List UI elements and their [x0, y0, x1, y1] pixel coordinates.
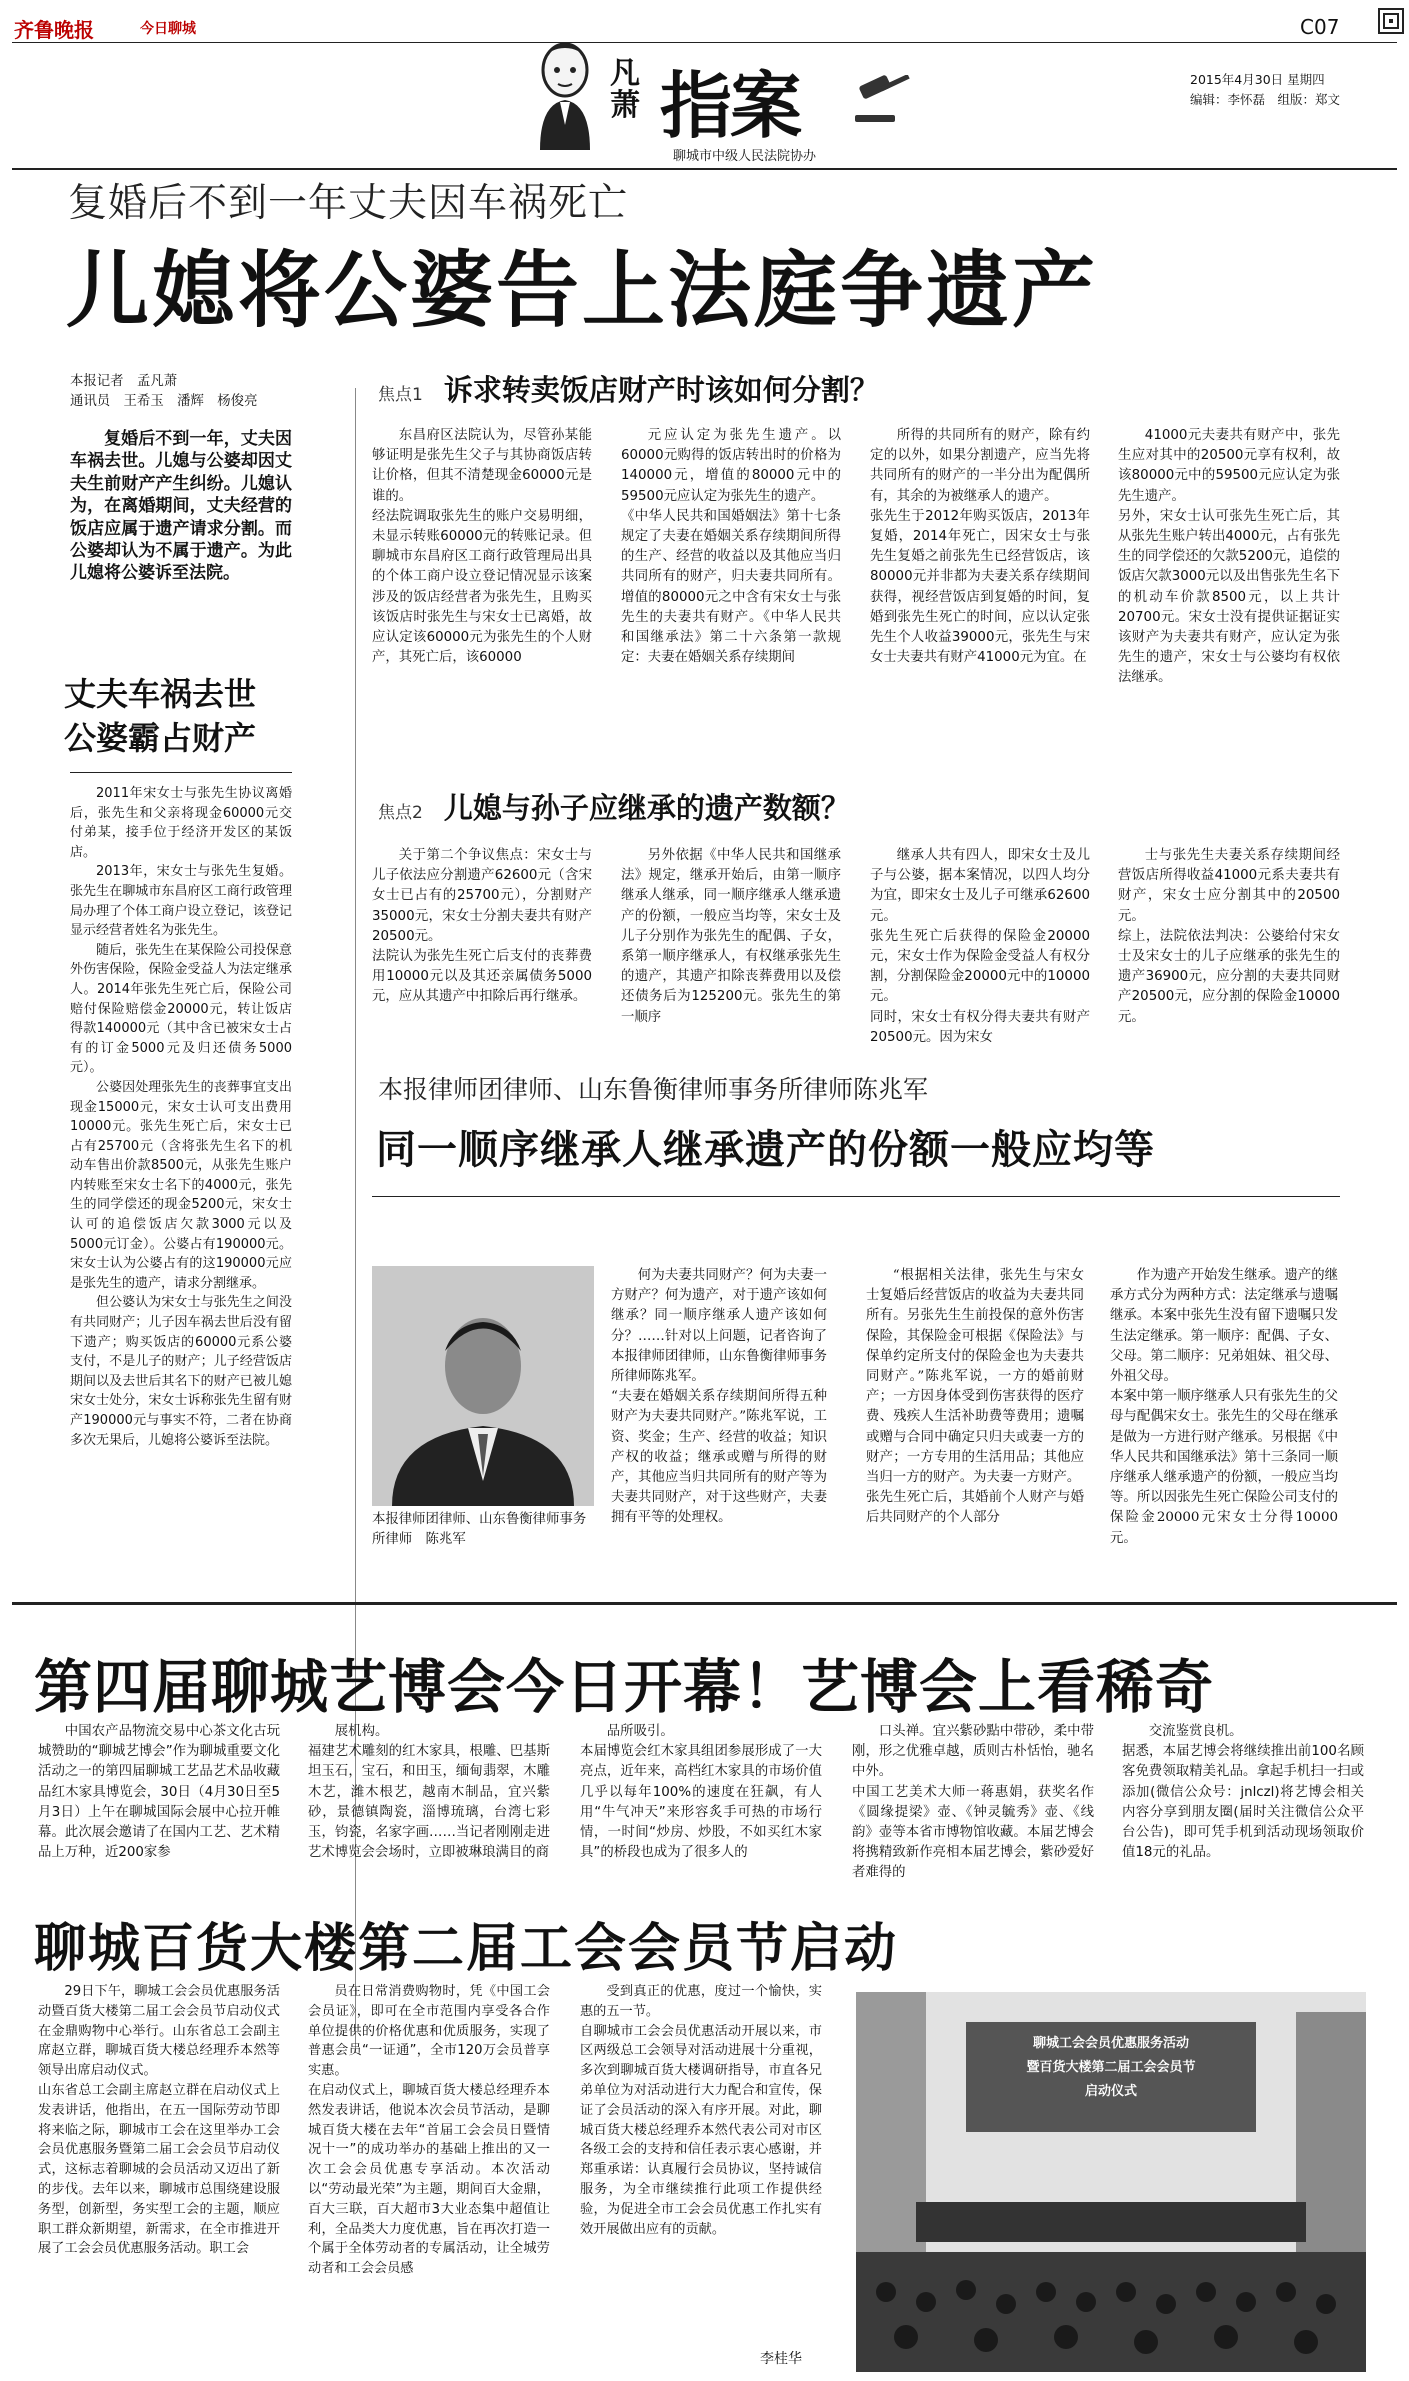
story3-author: 李桂华 — [760, 2351, 802, 2367]
header-rule-top — [12, 42, 1397, 43]
lawyer-title: 同一顺序继承人继承遗产的份额一般应均等 — [376, 1127, 1155, 1173]
story1-kicker: 复婚后不到一年丈夫因车祸死亡 — [68, 181, 629, 226]
story1-lead: 复婚后不到一年，丈夫因车祸去世。儿媳与公婆却因丈夫生前财产产生纠纷。儿媳认为，在离婚期间，丈夫经营的饭店应属于遗产请求分割。而公婆却认为不属于遗产。为此儿媳将公婆诉至法院。 — [70, 429, 292, 584]
focus2-label: 焦点2 — [378, 803, 423, 823]
story2-col-4: 口头禅。宜兴紫砂點中带砂，柔中带刚，形之优雅卓越，质则古朴恬怡，驰名中外。 中国工艺美术大师一蒋惠娟，获奖名作《圆缘提梁》壶、《钟灵毓秀》壶、《线韵》壶等本省市博物馆收藏。本届艺博会将携精致新作亮相本届艺博会，紫砂爱好者难得的 — [852, 1724, 1094, 1881]
focus1-heading — [378, 368, 879, 409]
story1-left-column: 2011年宋女士与张先生协议离婚后，张先生和父亲将现金60000元交付弟某，接手位于经济开发区的某饭店。 2013年，宋女士与张先生复婚。张先生在聊城市东昌府区工商行政管理局办理了个体工商户设立登记，该登记显示经营者姓名为张先生。 随后，张先生在某保险公司投保意外伤害保险，保险金受益人为法定继承人。2014年张先生死亡后，保险公司赔付保险赔偿金20000元，转让饭店得款140000元（其中含已被宋女士占有的订金5000元及归还债务5000元）。 公婆因处理张先生的丧葬事宜支出现金15000元，宋女士认可支出费用10000元。张先生死亡后，宋女士已占有25700元（含将张先生名下的机动车售出价款8500元，从张先生账户内转账至宋女士名下的4000元，张先生的同学偿还的现金5200元，宋女士认可的追偿饭店欠款3000元以及5000元订金）。公婆占有190000元。宋女士认为公婆占有的这190000元应是张先生的遗产，请求分割继承。 但公婆认为宋女士与张先生之间没有共同财产；儿子因车祸去世后没有留下遗产；购买饭店的60000元系公婆支付，不是儿子的财产；儿子经营饭店期间以及去世后其名下的财产已被儿媳宋女士处分，宋女士诉称张先生留有财产190000元与事实不符，二者在协商多次无果后，儿媳将公婆诉至法院。 — [70, 786, 292, 1448]
lawyer-photo-caption: 本报律师团律师、山东鲁衡律师事务所律师 陈兆军 — [372, 1512, 587, 1547]
focus2-col-3: 继承人共有四人，即宋女士及儿子与公婆，据本案情况，以四人均分为宜，即宋女士及儿子可继承62600元。 张先生死亡后获得的保险金20000元，宋女士作为保险金受益人有权分割，分割保险金20000元中的10000元。 同时，宋女士有权分得夫妻共有财产20500元。因为宋女 — [870, 848, 1090, 1045]
story3-col-1: 29日下午，聊城工会会员优惠服务活动暨百货大楼第二届工会会员节启动仪式在金鼎购物中心举行。山东省总工会副主席赵立群，聊城百货大楼总经理乔本然等领导出席启动仪式。 山东省总工会副主席赵立群在启动仪式上发表讲话，他指出，在五一国际劳动节即将来临之际，聊城市工会在这里举办工会会员优惠服务暨第二届工会会员节启动仪式，这标志着聊城的会员活动又迈出了新的步伐。去年以来，聊城市总围绕建设服务型，创新型，务实型工会的主题，顺应职工群众新期望，新需求，在全市推进开展了工会会员优惠服务活动。职工会 — [38, 1984, 280, 2257]
story2-col-1: 中国农产品物流交易中心茶文化古玩城赞助的“聊城艺博会”作为聊城重要文化活动之一的第四届聊城工艺品艺术品收藏品红木家具博览会，30日（4月30日至5月3日）上午在聊城国际会展中心拉开帷幕。此次展会邀请了在国内工艺、艺术精品上万种，近200家参 — [38, 1724, 280, 1861]
focus1-col-3: 所得的共同所有的财产，除有约定的以外，如果分割遗产，应当先将共同所有的财产的一半分出为配偶所有，其余的为被继承人的遗产。 张先生于2012年购买饭店，2013年复婚，2014年死亡，因宋女士与张先生复婚之前张先生已经营饭店，该80000元并非都为夫妻关系存续期间获得，视经营饭店到复婚的时间，复婚到张先生死亡的时间，应以认定张先生个人收益39000元，张先生与宋女士夫妻共有财产41000元为宜。在 — [870, 428, 1090, 666]
issue-date: 2015年4月30日 星期四 编辑：李怀磊 组版：郑文 — [1190, 72, 1341, 107]
focus2-col-4: 士与张先生夫妻关系存续期间经营饭店所得收益41000元系夫妻共有财产，宋女士应分割其中的20500元。 综上，法院依法判决：公婆给付宋女士及宋女士的儿子应继承的张先生的遗产36900元，应分割的夫妻共同财产20500元，应分割的保险金10000元。 — [1118, 848, 1340, 1025]
story1-headline: 儿媳将公婆告上法庭争遗产 — [66, 242, 1098, 339]
edition-name: 今日聊城 — [140, 21, 196, 37]
column-sponsor: 聊城市中级人民法院协办 — [673, 149, 817, 164]
maze-icon — [1378, 8, 1404, 34]
focus1-col-2: 元应认定为张先生遗产。以60000元购得的饭店转出时的价格为140000元，增值的80000元中的59500元应认定为张先生的遗产。 《中华人民共和国婚姻法》第十七条规定了夫妻在婚姻关系存续期间所得的生产、经营的收益以及其他应当归共同所有的财产，归夫妻共同所有。增值的80000元之中含有宋女士与张先生的夫妻共有财产。《中华人民共和国继承法》第二十六条第一款规定：夫妻在婚姻关系存续期间 — [621, 428, 841, 666]
focus2-col-2: 另外依据《中华人民共和国继承法》规定，继承开始后，由第一顺序继承人继承，同一顺序继承人继承遗产的份额，一般应当均等，宋女士及儿子分别作为张先生的配偶、子女，系第一顺序继承人，有权继承张先生的遗产，其遗产扣除丧葬费用以及偿还债务后为125200元。张先生的第一顺序 — [621, 848, 841, 1025]
story2-col-3: 品所吸引。 本届博览会红木家具组团参展形成了一大亮点，近年来，高档红木家具的市场价值几乎以每年100%的速度在狂飙，有人用“牛气冲天”来形容炙手可热的市场行情，一时间“炒房、炒股，不如买红木家具”的桥段也成为了很多人的 — [580, 1724, 822, 1861]
column-name: 指案 — [660, 63, 801, 148]
focus2-title: 儿媳与孙子应继承的遗产数额？ — [443, 791, 850, 825]
focus1-col-4: 41000元夫妻共有财产中，张先生应对其中的20500元享有权利，故该80000元中的59500元应认定为张先生遗产。 另外，宋女士认可张先生死亡后，其从张先生账户转出4000元，占有张先生的同学偿还的欠款5200元，追偿的饭店欠款3000元以及出售张先生名下的机动车价款8500元，以上共计20700元。宋女士没有提供证据证实该财产为夫妻共有财产，应认定为张先生的遗产，宋女士与公婆均有权依法继承。 — [1118, 428, 1340, 686]
focus1-label: 焦点1 — [378, 385, 423, 405]
gavel-icon — [850, 75, 920, 125]
lawyer-col-3: 作为遗产开始发生继承。遗产的继承方式分为两种方式：法定继承与遗嘱继承。本案中张先生没有留下遗嘱只发生法定继承。第一顺序：配偶、子女、父母。第二顺序：兄弟姐妹、祖父母、外祖父母。 本案中第一顺序继承人只有张先生的父母与配偶宋女士。张先生的父母在继承是做为一方进行财产继承。另根据《中华人民共和国继承法》第十三条同一顺序继承人继承遗产的份额，一般应当均等。所以因张先生死亡保险公司支付的保险金20000元宋女士分得10000元。 — [1110, 1268, 1338, 1546]
newspaper-logo: 齐鲁晚报 — [14, 18, 94, 42]
focus1-title: 诉求转卖饭店财产时该如何分割？ — [443, 373, 879, 407]
story2-headline: 第四届聊城艺博会今日开幕！艺博会上看稀奇 — [34, 1653, 1215, 1721]
page-number: C07 — [1300, 15, 1340, 39]
story2-col-5: 交流鉴赏良机。 据悉，本届艺博会将继续推出前100名顾客免费领取精美礼品。拿起手机扫一扫或添加(微信公众号：jnlczl)将艺博会相关内容分享到朋友圈(届时关注微信公众平台公告)，即可凭手机到活动现场领取价值18元的礼品。 — [1122, 1724, 1364, 1861]
story2-rule-top — [12, 1602, 1397, 1605]
event-photo — [856, 1992, 1366, 2372]
focus1-col-1: 东昌府区法院认为，尽管孙某能够证明是张先生父子与其协商饭店转让价格，但其不清楚现金60000元是谁的。 经法院调取张先生的账户交易明细，未显示转账60000元的转账记录。但聊城市东昌府区工商行政管理局出具的个体工商户设立登记情况显示该案涉及的饭店经营者为张先生，且购买该饭店时张先生与宋女士已离婚，故应认定该60000元为张先生的个人财产，其死亡后，该60000 — [372, 428, 592, 666]
lawyer-intro: 本报律师团律师、山东鲁衡律师事务所律师陈兆军 — [378, 1075, 929, 1104]
cartoon-avatar-icon — [530, 30, 600, 150]
focus2-col-1: 关于第二个争议焦点：宋女士与儿子依法应分割遗产62600元（含宋女士已占有的25700元），分割财产35000元，宋女士分割夫妻共有财产20500元。 法院认为张先生死亡后支付的丧葬费用10000元以及其还亲属债务5000元，应从其遗产中扣除后再行继承。 — [372, 848, 592, 1005]
story3-col-3: 受到真正的优惠，度过一个愉快，实惠的五一节。 自聊城市工会会员优惠活动开展以来，市区两级总工会领导对活动进展十分重视，多次到聊城百货大楼调研指导，市直各兄弟单位为对活动进行大力配合和宣传，保证了会员活动的深入有序开展。对此，聊城百货大楼总经理乔本然代表公司对市区各级工会的支持和信任表示衷心感谢，并郑重承诺：认真履行会员协议，坚持诚信服务，为全市继续推行此项工作提供经验，为促进全市工会会员优惠工作扎实有效开展做出应有的贡献。 — [580, 1984, 822, 2237]
section1-title: 丈夫车祸去世 公婆霸占财产 — [64, 675, 257, 757]
section1-rule — [70, 772, 292, 773]
header-rule-bottom — [12, 168, 1397, 170]
story3-headline: 聊城百货大楼第二届工会会员节启动 — [34, 1919, 899, 1979]
lawyer-col-2: “根据相关法律，张先生与宋女士复婚后经营饭店的收益为夫妻共同所有。另张先生生前投保的意外伤害保险，其保险金可根据《保险法》与保单约定所支付的保险金也为夫妻共同财产。”陈兆军说，一方的婚前财产；一方因身体受到伤害获得的医疗费、残疾人生活补助费等费用；遗嘱或赠与合同中确定只归夫或妻一方的财产；一方专用的生活用品；其他应当归一方的财产。为夫妻一方财产。 张先生死亡后，其婚前个人财产与婚后共同财产的个人部分 — [866, 1268, 1084, 1526]
lawyer-col-1: 何为夫妻共同财产？何为夫妻一方财产？何为遗产，对于遗产该如何继承？同一顺序继承人遗产该如何分？……针对以上问题，记者咨询了本报律师团律师，山东鲁衡律师事务所律师陈兆军。 “夫妻在婚姻关系存续期间所得五种财产为夫妻共同财产。”陈兆军说，工资、奖金；生产、经营的收益；知识产权的收益；继承或赠与所得的财产，其他应当归共同所有的财产等为夫妻共同财产，对于这些财产，夫妻拥有平等的处理权。 — [611, 1268, 827, 1526]
story3-col-2: 员在日常消费购物时，凭《中国工会会员证》，即可在全市范围内享受各合作单位提供的价格优惠和优质服务，实现了普惠会员“一证通”，全市120万会员普享实惠。 在启动仪式上，聊城百货大楼总经理乔本然发表讲话，他说本次会员节活动，是聊城百货大楼在去年“首届工会会员日暨情况十一”的成功举办的基础上推出的又一次工会会员优惠专享活动。本次活动以“劳动最光荣”为主题，期间百大金鼎，百大三联，百大超市3大业态集中超值让利，全品类大力度优惠，旨在再次打造一个属于全体劳动者的专属活动，让全城劳动者和工会会员感 — [308, 1984, 550, 2277]
lawyer-rule — [372, 1196, 1340, 1197]
photo-banner-text: 聊城工会会员优惠服务活动 暨百货大楼第二届工会会员节 启动仪式 — [1026, 2036, 1196, 2099]
column-name-prefix: 凡 萧 — [610, 56, 640, 123]
lawyer-photo — [372, 1266, 594, 1506]
story2-col-2: 展机构。 福建艺术雕刻的红木家具，根雕、巴基斯坦玉石，宝石，和田玉，缅甸翡翠，木雕木艺，潍木根艺，越南木制品，宜兴紫砂，景德镇陶瓷，淄博琉璃，台湾七彩玉，钧瓷，名家字画……当记者刚刚走进艺术博览会会场时，立即被琳琅满目的商 — [308, 1724, 550, 1861]
focus2-heading — [378, 786, 850, 827]
story1-byline: 本报记者 孟凡萧 通讯员 王希玉 潘辉 杨俊亮 — [70, 374, 258, 409]
